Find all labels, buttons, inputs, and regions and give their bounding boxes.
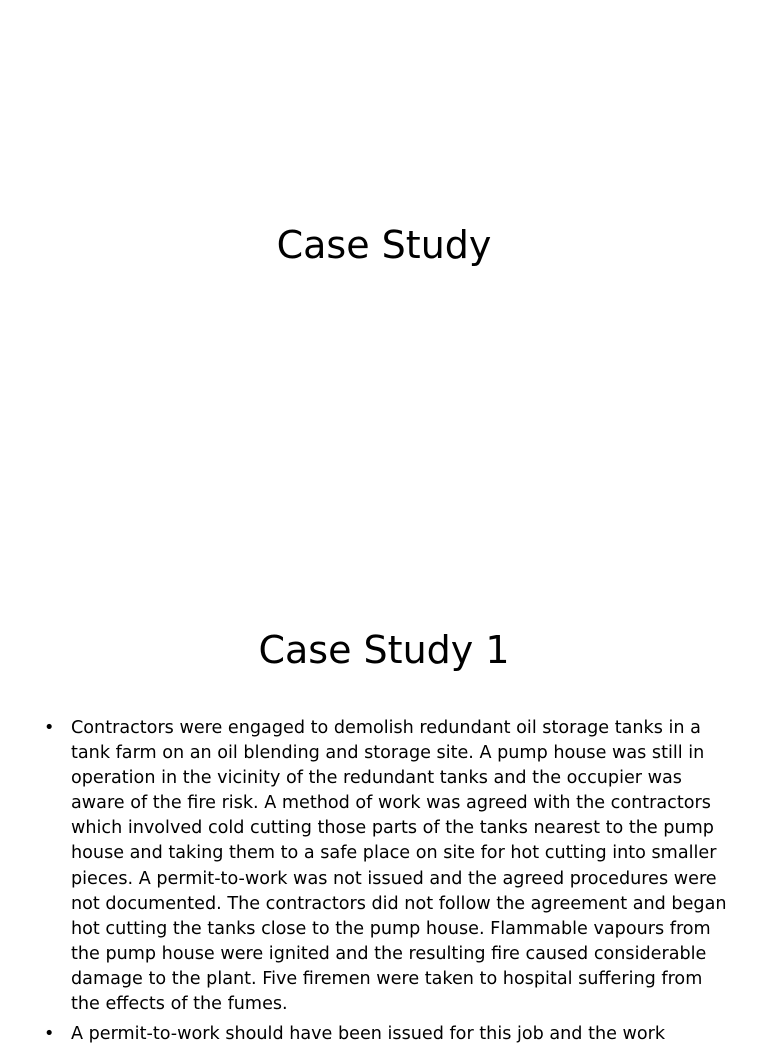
bullet-icon: • (44, 718, 55, 738)
slide-title: Case Study 1 (258, 628, 510, 672)
bullet-text: A permit-to-work should have been issued for this job and the work (71, 1024, 666, 1045)
slide-title: Case Study (276, 223, 492, 267)
bullet-icon: • (44, 1024, 55, 1045)
bullet-item (44, 1022, 734, 1047)
bullet-list (44, 716, 734, 1052)
bullet-item (44, 716, 734, 1017)
bullet-text: Contractors were engaged to demolish redundant oil storage tanks in a tank farm on an oil blending and storage site. A pump house was still in operation in the vicinity of the redundant tanks and the occupier was aware of the fire risk. A method of work was agreed with the contractors which involved cold cutting those parts of the tanks nearest to the pump house and taking them to a safe place on site for hot cutting into smaller pieces. A permit-to-work was not issued and the agreed procedures were not documented. The contractors did not follow the agreement and began hot cutting the tanks close to the pump house. Flammable vapours from the pump house were ignited and the resulting fire caused considerable damage to the plant. Five firemen were taken to hospital suffering from the effects of the fumes. (71, 718, 727, 1015)
